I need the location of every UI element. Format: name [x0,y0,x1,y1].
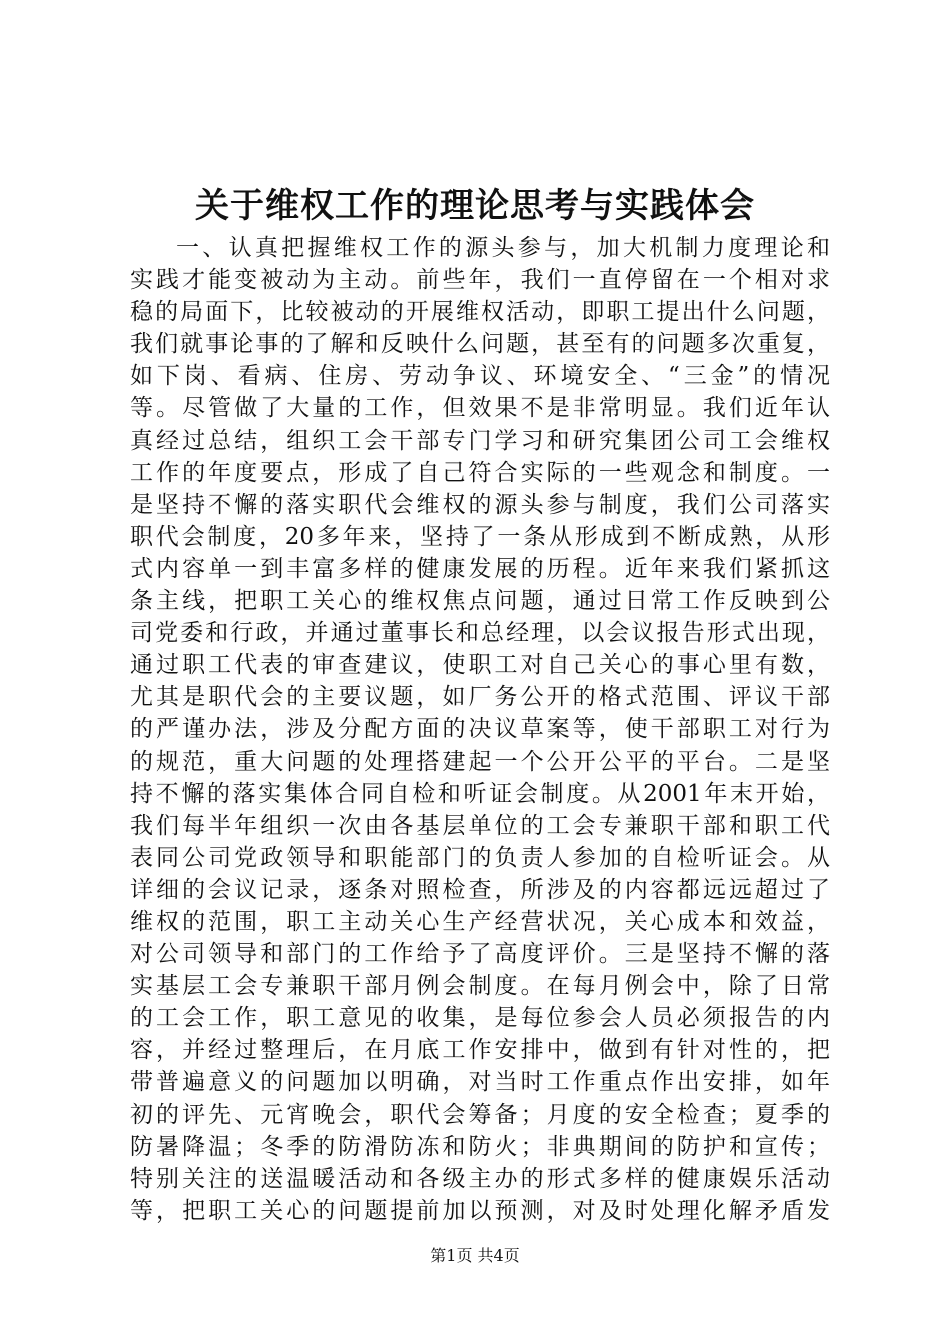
paragraph-line: 是坚持不懈的落实职代会维权的源头参与制度，我们公司落实 [130,491,830,518]
paragraph-line: 持不懈的落实集体合同自检和听证会制度。从2001年末开始， [130,780,830,807]
paragraph-line: 容，并经过整理后，在月底工作安排中，做到有针对性的，把 [130,1037,830,1064]
paragraph-line: 详细的会议记录，逐条对照检查，所涉及的内容都远远超过了 [130,876,830,903]
paragraph-line: 稳的局面下，比较被动的开展维权活动，即职工提出什么问题， [130,299,830,326]
paragraph-line: 条主线，把职工关心的维权焦点问题，通过日常工作反映到公 [130,588,830,615]
paragraph-line: 我们就事论事的了解和反映什么问题，甚至有的问题多次重复， [130,331,830,358]
paragraph-line: 一、认真把握维权工作的源头参与，加大机制力度理论和 [176,235,830,261]
paragraph-line: 防暑降温；冬季的防滑防冻和防火；非典期间的防护和宣传； [130,1133,830,1160]
paragraph-line: 司党委和行政，并通过董事长和总经理，以会议报告形式出现， [130,620,830,647]
paragraph-line: 如下岗、看病、住房、劳动争议、环境安全、“三金”的情况 [130,363,830,390]
paragraph-line: 工作的年度要点，形成了自己符合实际的一些观念和制度。一 [130,459,830,486]
paragraph-line: 等，把职工关心的问题提前加以预测，对及时处理化解矛盾发 [130,1197,830,1224]
paragraph-line: 特别关注的送温暖活动和各级主办的形式多样的健康娱乐活动 [130,1165,830,1192]
paragraph-line: 真经过总结，组织工会干部专门学习和研究集团公司工会维权 [130,427,830,454]
paragraph-line: 初的评先、元宵晚会，职代会筹备；月度的安全检查；夏季的 [130,1101,830,1128]
document-title: 关于维权工作的理论思考与实践体会 [195,186,755,226]
paragraph-line: 的严谨办法，涉及分配方面的决议草案等，使干部职工对行为 [130,716,830,743]
document-body [130,232,830,1227]
paragraph-line: 的规范，重大问题的处理搭建起一个公开公平的平台。二是坚 [130,748,830,775]
paragraph-line: 维权的范围，职工主动关心生产经营状况，关心成本和效益， [130,908,830,935]
paragraph-line: 职代会制度，20多年来，坚持了一条从形成到不断成熟，从形 [130,523,830,550]
paragraph-line: 实基层工会专兼职干部月例会制度。在每月例会中，除了日常 [130,973,830,1000]
paragraph-line: 式内容单一到丰富多样的健康发展的历程。近年来我们紧抓这 [130,555,830,582]
paragraph-line: 实践才能变被动为主动。前些年，我们一直停留在一个相对求 [130,267,830,294]
paragraph-line: 尤其是职代会的主要议题，如厂务公开的格式范围、评议干部 [130,684,830,711]
paragraph-line: 表同公司党政领导和职能部门的负责人参加的自检听证会。从 [130,844,830,871]
page-footer: 第1页 共4页 [430,1246,520,1265]
paragraph-line: 带普遍意义的问题加以明确，对当时工作重点作出安排，如年 [130,1069,830,1096]
paragraph-line: 我们每半年组织一次由各基层单位的工会专兼职干部和职工代 [130,812,830,839]
paragraph-line: 通过职工代表的审查建议，使职工对自己关心的事心里有数， [130,652,830,679]
paragraph-line: 等。尽管做了大量的工作，但效果不是非常明显。我们近年认 [130,395,830,422]
paragraph-line: 的工会工作，职工意见的收集，是每位参会人员必须报告的内 [130,1005,830,1032]
paragraph-line: 对公司领导和部门的工作给予了高度评价。三是坚持不懈的落 [130,941,830,968]
